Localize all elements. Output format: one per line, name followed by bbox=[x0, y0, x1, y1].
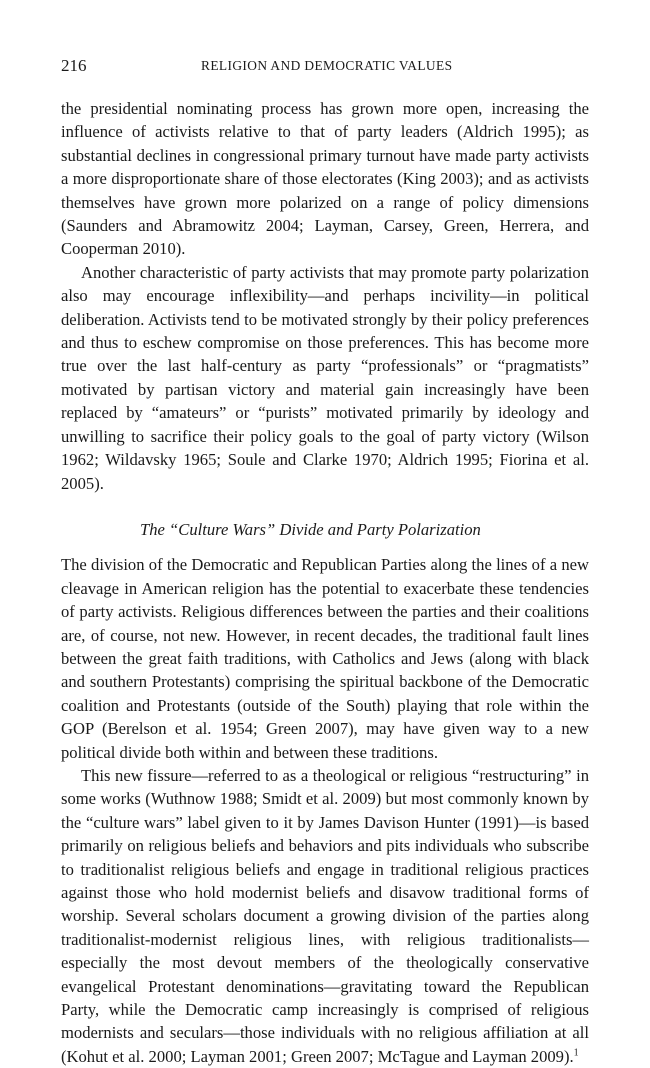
running-title: RELIGION AND DEMOCRATIC VALUES bbox=[201, 58, 453, 73]
paragraph-4-text: This new fissure—referred to as a theological or religious “restructuring” in some works (Wuthnow 1988; Smidt et al. 2009) but most commonly known by the “culture wars” label given to it by James Davison Hunter (1991)—is based primarily on religious beliefs and behaviors and pits individuals who subscribe to traditionalist religious beliefs and engage in traditional religious practices against those who hold modernist beliefs and disavow traditional forms of worship. Several scholars document a growing division of the parties along traditionalist-modernist religious lines, with religious traditionalists—especially the most devout members of the theologically conservative evangelical Protestant denominations—gravitating toward the Republican Party, while the Democratic camp increasingly is comprised of religious modernists and seculars—those individuals with no religious affiliation at all (Kohut et al. 2000; Layman 2001; Green 2007; McTague and Layman 2009). bbox=[61, 765, 589, 1066]
running-head bbox=[61, 54, 589, 78]
section-heading: The “Culture Wars” Divide and Party Polarization bbox=[140, 519, 481, 539]
paragraph-4 bbox=[61, 764, 589, 1068]
paragraph-1: the presidential nominating process has grown more open, increasing the influence of activists relative to that of party leaders (Aldrich 1995); as substantial declines in congressional primary turnout have made party activists a more disproportionate share of those electorates (King 2003); and as activists themselves have grown more polarized on a range of policy dimensions (Saunders and Abramowitz 2004; Layman, Carsey, Green, Herrera, and Cooperman 2010). bbox=[61, 99, 589, 259]
paragraph-2: Another characteristic of party activists that may promote party polarization also may encourage inflexibility—and perhaps incivility—in political deliberation. Activists tend to be motivated strongly by their policy preferences and thus to eschew compromise on those preferences. This has become more true over the last half-century as party “professionals” or “pragmatists” motivated by partisan victory and material gain increasingly have been replaced by “amateurs” or “purists” motivated primarily by ideology and unwilling to sacrifice their policy goals to the goal of party victory (Wilson 1962; Wildavsky 1965; Soule and Clarke 1970; Aldrich 1995; Fiorina et al. 2005). bbox=[61, 262, 589, 493]
page-number: 216 bbox=[61, 56, 87, 75]
book-page bbox=[61, 54, 589, 1068]
paragraph-3: The division of the Democratic and Republican Parties along the lines of a new cleavage in American religion has the potential to exacerbate these tendencies of party activists. Religious differences between the parties and their coalitions are, of course, not new. However, in recent decades, the traditional fault lines between the great faith traditions, with Catholics and Jews (along with black and southern Protestants) comprising the spiritual backbone of the Democratic coalition and Protestants (outside of the South) playing that role within the GOP (Berelson et al. 1954; Green 2007), may have given way to a new political divide both within and between these traditions. bbox=[61, 555, 589, 762]
footnote-marker[interactable]: 1 bbox=[573, 1047, 579, 1059]
body-text bbox=[61, 97, 589, 1068]
